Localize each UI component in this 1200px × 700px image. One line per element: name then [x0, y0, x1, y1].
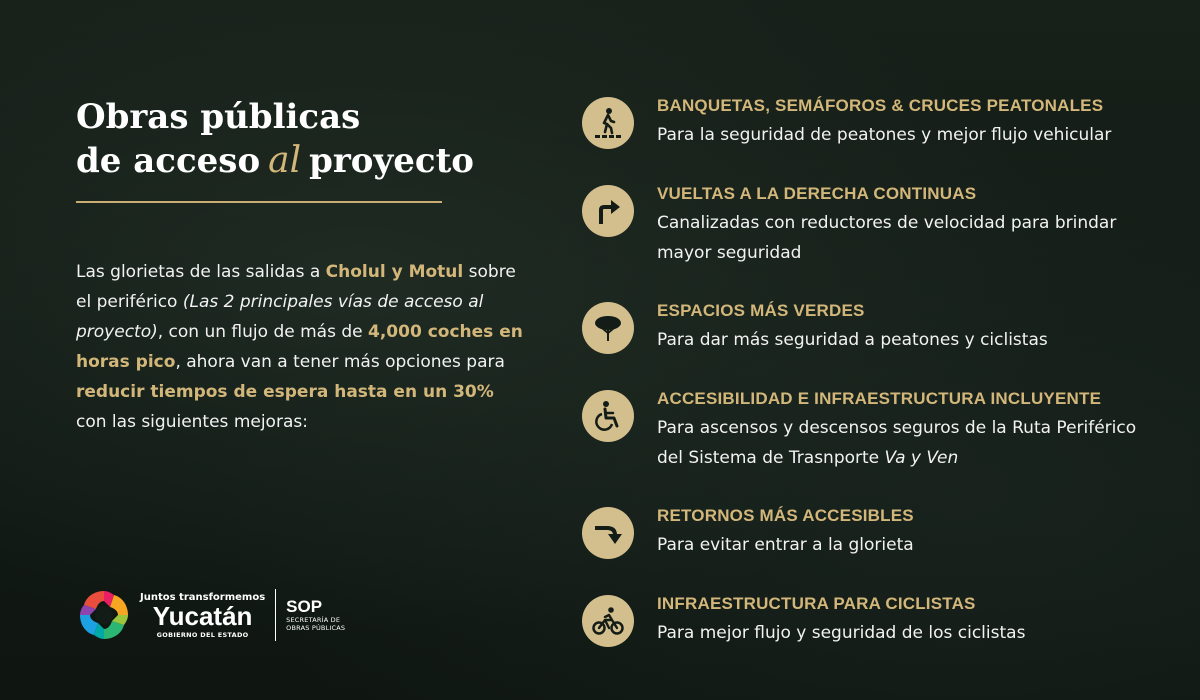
item-text [657, 593, 1025, 648]
page-title [76, 95, 546, 183]
item-description-text: Para ascensos y descensos seguros de la Ruta Periférico del Sistema de Trasnporte [657, 418, 1137, 468]
logo-divider [275, 589, 276, 641]
item-description-italic: Va y Ven [884, 448, 959, 468]
item-text [657, 95, 1111, 150]
u-turn-icon [582, 507, 634, 559]
logo-name: Yucatán [152, 600, 253, 631]
item-description: Para la seguridad de peatones y mejor flujo vehicular [657, 125, 1112, 145]
item-heading: VUELTAS A LA DERECHA CONTINUAS [657, 184, 977, 203]
item-heading: BANQUETAS, SEMÁFOROS & CRUCES PEATONALES [657, 96, 1104, 115]
sop-acronym: SOP [286, 597, 323, 616]
intro-text-1: Las glorietas de las salidas a [76, 262, 326, 282]
logo-wordmark [140, 592, 265, 639]
item-description: Para mejor flujo y seguridad de los ciclistas [657, 623, 1026, 643]
item-text [657, 505, 914, 560]
item-heading: ESPACIOS MÁS VERDES [657, 301, 865, 320]
item-description: Para dar más seguridad a peatones y ciclistas [657, 330, 1048, 350]
sop-line-1: SECRETARÍA DE [286, 616, 341, 624]
item-text [657, 183, 1162, 268]
item-text [657, 300, 1048, 355]
title-accent: al [268, 140, 302, 181]
yucatan-logo-mark [76, 587, 132, 643]
title-part-a: de acceso [76, 141, 261, 181]
intro-text-4: , ahora van a tener más opciones para [175, 352, 505, 372]
sop-logo [286, 598, 345, 632]
intro-text-3: , con un flujo de más de [157, 322, 368, 342]
sop-line-2: OBRAS PÚBLICAS [286, 624, 346, 632]
list-item-retornos [582, 505, 1162, 560]
list-item-banquetas [582, 95, 1162, 150]
list-item-accesibilidad [582, 388, 1162, 473]
tree-icon [582, 302, 634, 354]
title-part-b: proyecto [309, 141, 474, 181]
pedestrian-crossing-icon [582, 97, 634, 149]
right-turn-icon [582, 185, 634, 237]
list-item-vueltas [582, 183, 1162, 268]
item-text [657, 388, 1162, 473]
intro-highlight-3: reducir tiempos de espera hasta en un 30% [76, 382, 494, 402]
intro-text-2: sobre el periférico [76, 262, 516, 312]
government-logo [76, 585, 345, 645]
list-item-ciclistas [582, 593, 1162, 648]
logo-gov: GOBIERNO DEL ESTADO [156, 630, 249, 639]
title-line-2 [76, 139, 546, 183]
intro-highlight-2: 4,000 coches en horas pico [76, 322, 523, 372]
item-description: Canalizadas con reductores de velocidad para brindar mayor seguridad [657, 213, 1117, 263]
list-item-espacios [582, 300, 1162, 355]
title-line-1: Obras públicas [76, 97, 361, 137]
intro-paragraph [76, 257, 526, 437]
item-heading: INFRAESTRUCTURA PARA CICLISTAS [657, 594, 976, 613]
intro-italic: (Las 2 principales vías de acceso al proyecto) [76, 292, 484, 342]
wheelchair-icon [582, 390, 634, 442]
cyclist-icon [582, 595, 634, 647]
intro-highlight-1: Cholul y Motul [325, 262, 464, 282]
item-heading: RETORNOS MÁS ACCESIBLES [657, 506, 914, 525]
item-description: Para evitar entrar a la glorieta [657, 535, 914, 555]
intro-text-5: con las siguientes mejoras: [76, 412, 308, 432]
item-description [657, 413, 1162, 473]
logo-tagline: Juntos transformemos [140, 591, 266, 603]
title-divider [76, 201, 442, 203]
item-heading: ACCESIBILIDAD E INFRAESTRUCTURA INCLUYENTE [657, 389, 1102, 408]
